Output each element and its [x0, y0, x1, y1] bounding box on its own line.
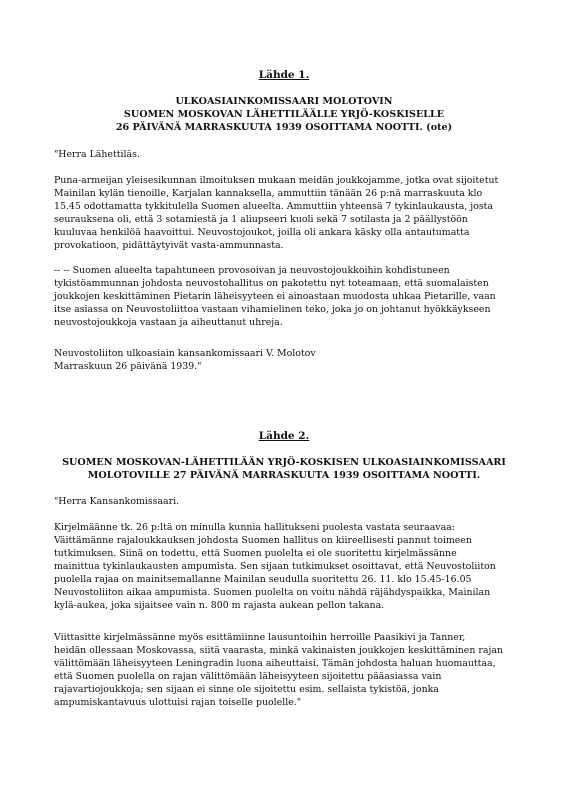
text-line: puolella rajaa on mainitsemallanne Mainilan seudulla suoritettu 26. 11. klo 15.45-16.05	[54, 574, 472, 585]
text-line: mainittua tykinlaukausten ampumista. Sen sijaan tutkimukset osoittavat, että Neuvostoliiton	[54, 561, 496, 572]
text-line: Kirjelmäänne tk. 26 p:ltä on minulla kunnia hallitukseni puolesta vastata seuraavaa:	[54, 522, 455, 533]
source1-title-line: ULKOASIAINKOMISSAARI MOLOTOVIN	[175, 96, 393, 107]
source2-paragraph-2	[54, 631, 514, 709]
text-line: Marraskuun 26 päivänä 1939."	[54, 361, 202, 372]
source1-paragraph-1	[54, 174, 514, 252]
source2-title-line: SUOMEN MOSKOVAN-LÄHETTILÄÄN YRJÖ-KOSKISEN ULKOASIAINKOMISSAARI	[62, 457, 506, 468]
text-line: itse asiassa on Neuvostoliittoa vastaan vihamielinen teko, joka jo on johtanut hyökkäykseen	[54, 304, 491, 315]
text-line: seurauksena oli, että 3 sotamiestä ja 1 aliupseeri kuoli sekä 7 sotilasta ja 2 päällystöön	[54, 214, 468, 225]
text-line: tykistöammunnan johdosta neuvostohallitus on pakotettu nyt toteamaan, että suomalaisten	[54, 278, 489, 289]
text-line: Väittämänne rajaloukkauksen johdosta Suomen hallitus on kiireellisesti pannut toimeen	[54, 535, 472, 546]
text-line: -- -- Suomen alueelta tapahtuneen provosoivan ja neuvostojoukkoihin kohdistuneen	[54, 265, 450, 276]
source2-title-line: MOLOTOVILLE 27 PÄIVÄNÄ MARRASKUUTA 1939 OSOITTAMA NOOTTI.	[87, 470, 481, 481]
text-line: rajavartiojoukkoja; sen sijaan ei sinne ole sijoitettu esim. sellaista tykistöä, jonka	[54, 684, 439, 695]
source1-salutation: "Herra Lähettiläs.	[54, 149, 140, 160]
text-line: Neuvostoliiton ulkoasiain kansankomissaari V. Molotov	[54, 348, 316, 359]
text-line: Viittasitte kirjelmässänne myös esittämiinne lausuntoihin herroille Paasikivi ja Tanner,	[54, 632, 466, 643]
source2-salutation: "Herra Kansankomissaari.	[54, 496, 180, 507]
text-line: Mainilan kylän tienoille, Karjalan kannaksella, ammuttiin tänään 26 p:nä marraskuuta klo	[54, 188, 483, 199]
text-line: 15.45 odottamatta tykkitulella Suomen alueelta. Ammuttiin yhteensä 7 tykinlaukausta, josta	[54, 201, 494, 212]
text-line: heidän ollessaan Moskovassa, siitä vaarasta, minkä vakinaisten joukkojen keskittäminen rajan	[54, 645, 503, 656]
source1-title-line: SUOMEN MOSKOVAN LÄHETTILÄÄLLE YRJÖ-KOSKISELLE	[123, 109, 445, 120]
source2-paragraph-1	[54, 521, 514, 612]
text-line: kuuluvaa henkilöä haavoittui. Neuvostojoukot, joilla oli ankara käsky olla antautumatta	[54, 227, 470, 238]
text-line: Puna-armeijan yleisesikunnan ilmoituksen mukaan meidän joukkojamme, jotka ovat sijoitetut	[54, 175, 499, 186]
text-line: että Suomen puolella on rajan välittömään läheisyyteen sijoitettu pääasiassa vain	[54, 671, 442, 682]
source2-heading: Lähde 2.	[258, 430, 310, 442]
source1-signature	[54, 347, 514, 373]
source1-title	[54, 95, 514, 134]
source2-title	[54, 456, 514, 482]
text-line: välittömään läheisyyteen Leningradin luona aiheuttaisi. Tämän johdosta haluan huomauttaa,	[54, 658, 496, 669]
source1-heading: Lähde 1.	[258, 69, 310, 81]
source1-paragraph-2	[54, 264, 514, 329]
text-line: Neuvostoliiton aikaa ampumista. Suomen puolelta on voitu nähdä räjähdyspaikka, Mainilan	[54, 587, 491, 598]
text-line: neuvostojoukkoja vastaan ja aiheuttanut uhreja.	[54, 317, 283, 328]
text-line: ampumiskantavuus ulottuisi rajan toiselle puolelle."	[54, 697, 302, 708]
source1-title-line: 26 PÄIVÄNÄ MARRASKUUTA 1939 OSOITTAMA NOOTTI. (ote)	[115, 122, 453, 133]
text-line: kylä-aukea, joka sijaitsee vain n. 800 m rajasta aukean pellon takana.	[54, 600, 385, 611]
text-line: joukkojen keskittäminen Pietarin läheisyyteen ei ainoastaan muodosta uhkaa Pietarille, vaan	[54, 291, 496, 302]
text-line: provokatioon, pidättäytyivät vasta-ammunnasta.	[54, 240, 284, 251]
text-line: tutkimuksen. Siinä on todettu, että Suomen puolelta ei ole suoritettu kirjelmässänne	[54, 548, 457, 559]
